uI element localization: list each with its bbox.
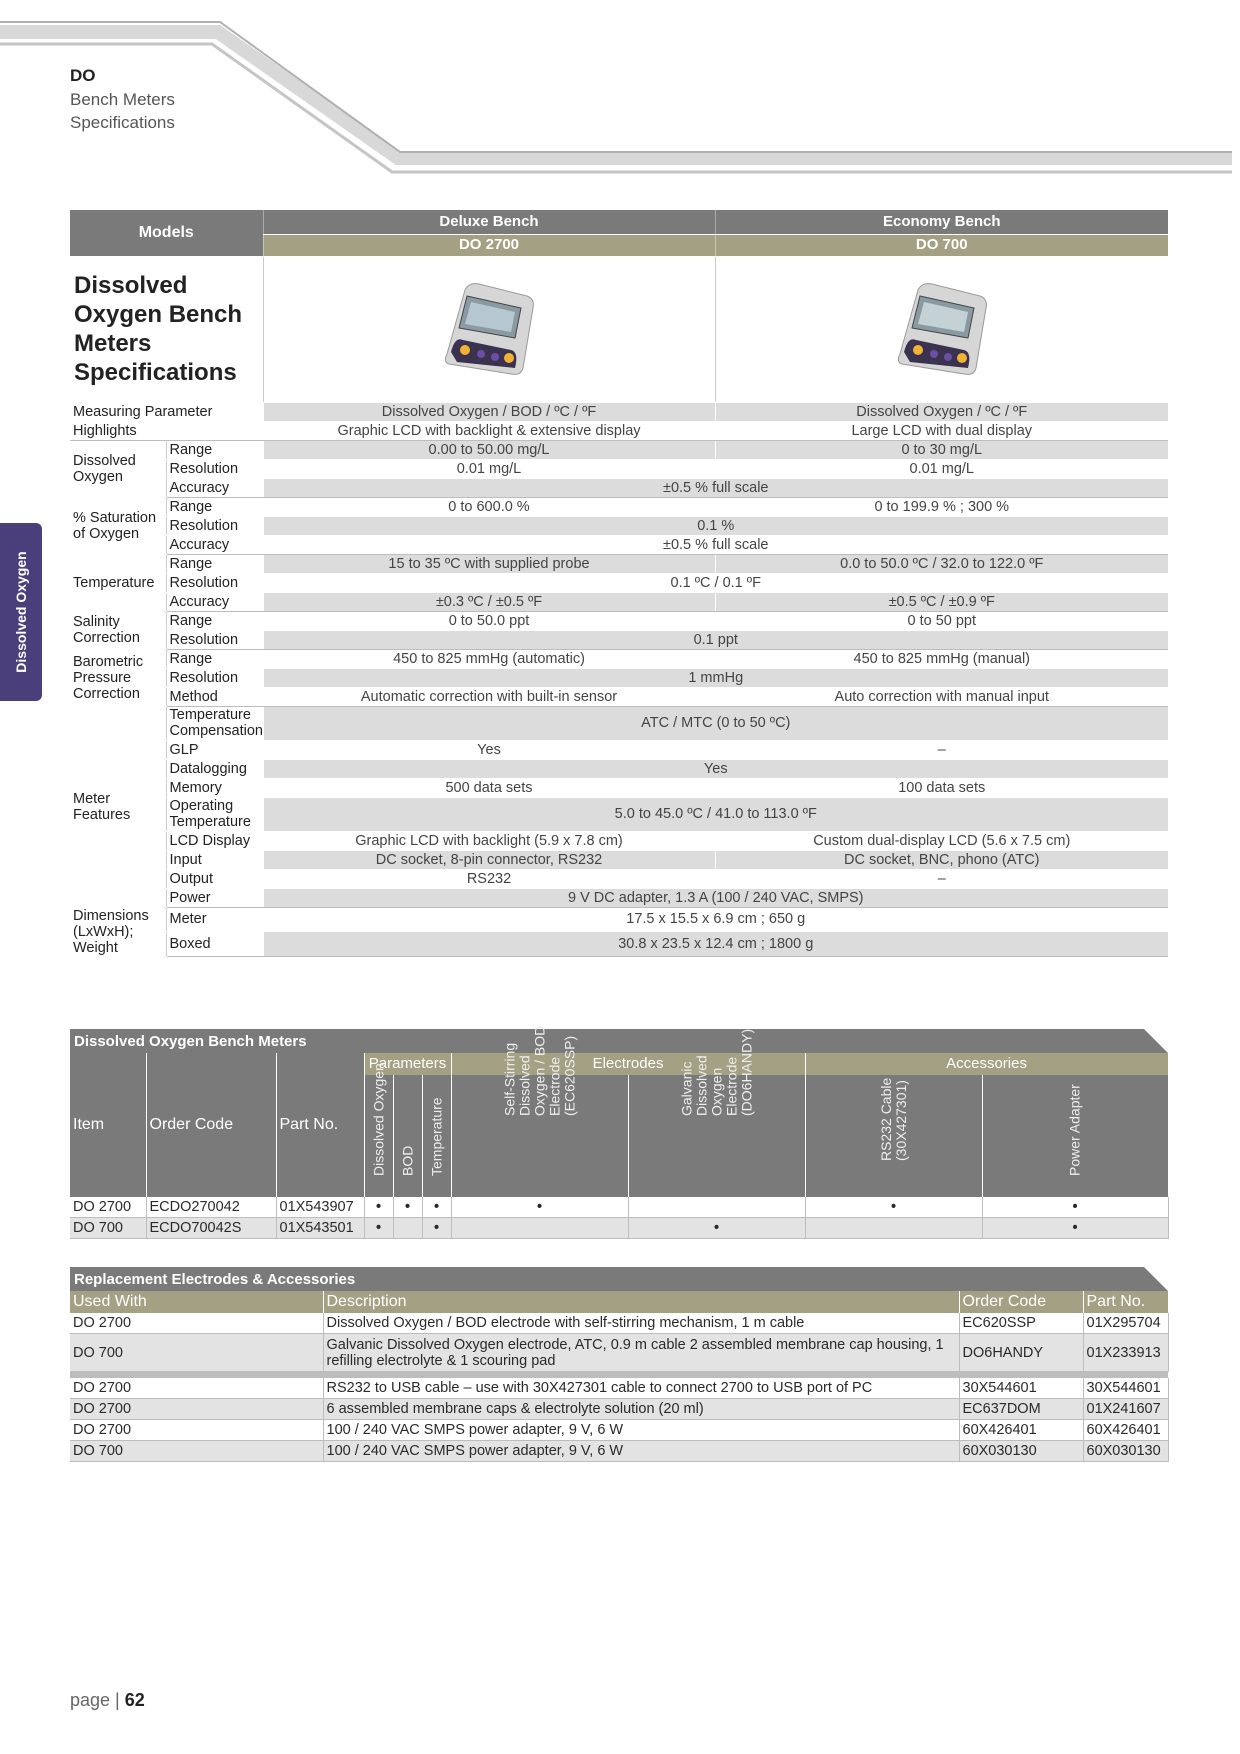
rep-order-code: EC620SSP [959,1313,1083,1334]
spec-value-do700: – [715,740,1168,759]
order-mark [628,1197,805,1218]
spec-title: Dissolved Oxygen Bench Meters Specifications [70,256,263,402]
vheader-bod [393,1075,422,1197]
spec-sub-label: Resolution [166,573,263,592]
spec-value-do2700: 500 data sets [263,778,715,797]
spec-param-label: Measuring Parameter [70,402,263,421]
vheader-temp [422,1075,451,1197]
order-mark [805,1218,982,1239]
spec-sub-label: Datalogging [166,759,263,778]
page-label: page [70,1690,111,1710]
spec-sub-label: Boxed [166,932,263,957]
spec-sub-label: Operating Temperature [166,797,263,831]
rep-row [70,1313,1168,1334]
spec-table [70,210,1168,957]
spec-value-do2700: RS232 [263,869,715,888]
spec-value-do2700: Yes [263,740,715,759]
order-mark: • [364,1218,393,1239]
rep-order-code: DO6HANDY [959,1334,1083,1372]
order-code: ECDO270042 [146,1197,276,1218]
spec-value-do700: – [715,869,1168,888]
spec-value-do700: 0 to 199.9 % ; 300 % [715,497,1168,516]
order-mark: • [982,1197,1168,1218]
vheader-rs232 [805,1075,982,1197]
spec-row [70,554,1168,573]
spec-value-do2700: Graphic LCD with backlight & extensive display [263,421,715,440]
do2700-image [263,256,715,402]
vheader-rs232-label: RS232 Cable (30X427301) [877,1077,909,1161]
col1-type: Deluxe Bench [263,210,715,234]
rep-description: 100 / 240 VAC SMPS power adapter, 9 V, 6 W [323,1420,959,1441]
spec-sub-label: Meter [166,907,263,932]
vheader-do6handy-label: Galvanic Dissolved Oxygen Electrode (DO6HANDY) [678,1028,755,1116]
spec-value-do2700: 0 to 600.0 % [263,497,715,516]
parameters-group: Parameters [364,1053,451,1075]
spec-sub-label: Range [166,611,263,630]
spec-row [70,778,1168,797]
spec-value-do700: Custom dual-display LCD (5.6 x 7.5 cm) [715,831,1168,850]
order-item: DO 700 [70,1218,146,1239]
spec-group-label: Temperature [70,554,166,611]
spec-value-both: 0.1 ºC / 0.1 ºF [263,573,1168,592]
spec-sub-label: Accuracy [166,592,263,611]
spec-sub-label: Resolution [166,459,263,478]
do700-image [715,256,1168,402]
spec-value-do2700: Dissolved Oxygen / BOD / ºC / ºF [263,402,715,421]
rep-order-code: 60X030130 [959,1441,1083,1462]
spec-value-do700: DC socket, BNC, phono (ATC) [715,850,1168,869]
spec-row [70,706,1168,740]
page-footer: page | 62 [70,1690,145,1710]
spec-value-do2700: DC socket, 8-pin connector, RS232 [263,850,715,869]
spec-sub-label: GLP [166,740,263,759]
rep-part-no: 01X295704 [1083,1313,1168,1334]
replacement-title-bar [70,1267,1168,1291]
spec-sub-label: Memory [166,778,263,797]
used-with-header: Used With [70,1291,323,1313]
rep-used-with: DO 700 [70,1441,323,1462]
spec-value-both: 0.1 ppt [263,630,1168,649]
order-mark: • [393,1197,422,1218]
rep-used-with: DO 2700 [70,1378,323,1399]
spec-row [70,592,1168,611]
spec-value-both: 17.5 x 15.5 x 6.9 cm ; 650 g [263,907,1168,932]
spec-row [70,516,1168,535]
order-row [70,1218,1168,1239]
spec-sub-label: Temperature Compensation [166,706,263,740]
spec-sub-label: Range [166,440,263,459]
spec-row [70,630,1168,649]
description-header: Description [323,1291,959,1313]
rep-used-with: DO 2700 [70,1313,323,1334]
rep-used-with: DO 700 [70,1334,323,1372]
col2-type: Economy Bench [715,210,1168,234]
order-mark: • [364,1197,393,1218]
rep-description: 6 assembled membrane caps & electrolyte solution (20 ml) [323,1399,959,1420]
spec-group-label: Meter Features [70,706,166,907]
order-mark: • [628,1218,805,1239]
rep-part-no-header: Part No. [1083,1291,1168,1313]
spec-value-both: 9 V DC adapter, 1.3 A (100 / 240 VAC, SMPS) [263,888,1168,907]
spec-value-both: ±0.5 % full scale [263,478,1168,497]
spec-group-label: % Saturation of Oxygen [70,497,166,554]
spec-value-do700: 0.01 mg/L [715,459,1168,478]
spec-value-do700: 0 to 30 mg/L [715,440,1168,459]
rep-used-with: DO 2700 [70,1399,323,1420]
spec-row [70,440,1168,459]
spec-row [70,573,1168,592]
spec-row [70,459,1168,478]
spec-value-both: 5.0 to 45.0 ºC / 41.0 to 113.0 ºF [263,797,1168,831]
spec-row [70,402,1168,421]
spec-value-do700: 0 to 50 ppt [715,611,1168,630]
spec-group-label: Salinity Correction [70,611,166,649]
part-no-header: Part No. [276,1053,364,1197]
order-item: DO 2700 [70,1197,146,1218]
rep-order-code-header: Order Code [959,1291,1083,1313]
vheader-power-label: Power Adapter [1066,1084,1083,1176]
order-mark: • [422,1197,451,1218]
spec-sub-label: LCD Display [166,831,263,850]
spec-row [70,797,1168,831]
spec-value-do2700: 0 to 50.0 ppt [263,611,715,630]
spec-sub-label: Accuracy [166,478,263,497]
spec-value-do2700: 450 to 825 mmHg (automatic) [263,649,715,668]
order-part-no: 01X543501 [276,1218,364,1239]
header-line2: Specifications [70,113,175,132]
spec-value-both: 0.1 % [263,516,1168,535]
spec-value-do2700: 0.01 mg/L [263,459,715,478]
spec-group-label: Dimensions (LxWxH); Weight [70,907,166,956]
spec-row [70,535,1168,554]
rep-row [70,1378,1168,1399]
spec-value-do2700: Graphic LCD with backlight (5.9 x 7.8 cm) [263,831,715,850]
meter-image-do700 [882,272,1002,382]
spec-row [70,850,1168,869]
spec-value-do700: ±0.5 ºC / ±0.9 ºF [715,592,1168,611]
header-line1: Bench Meters [70,90,175,109]
spec-value-do700: 450 to 825 mmHg (manual) [715,649,1168,668]
order-title: Dissolved Oxygen Bench Meters [74,1033,307,1050]
spec-row [70,478,1168,497]
spec-row [70,907,1168,932]
side-tab-label: Dissolved Oxygen [13,551,29,673]
order-title-bar [70,1029,1168,1053]
spec-sub-label: Resolution [166,516,263,535]
spec-sub-label: Range [166,554,263,573]
vheader-temp-label: Temperature [428,1097,444,1176]
spec-row [70,932,1168,957]
item-header: Item [70,1053,146,1197]
rep-description: Dissolved Oxygen / BOD electrode with self-stirring mechanism, 1 m cable [323,1313,959,1334]
spec-group-label: Barometric Pressure Correction [70,649,166,706]
spec-row [70,759,1168,778]
meter-image-do2700 [429,272,549,382]
spec-value-both: 1 mmHg [263,668,1168,687]
spec-value-both: ±0.5 % full scale [263,535,1168,554]
spec-value-do700: 0.0 to 50.0 ºC / 32.0 to 122.0 ºF [715,554,1168,573]
spec-value-both: 30.8 x 23.5 x 12.4 cm ; 1800 g [263,932,1168,957]
rep-row [70,1420,1168,1441]
spec-sub-label: Power [166,888,263,907]
spec-sub-label: Input [166,850,263,869]
spec-value-do700: Large LCD with dual display [715,421,1168,440]
spec-row [70,831,1168,850]
rep-description: RS232 to USB cable – use with 30X427301 cable to connect 2700 to USB port of PC [323,1378,959,1399]
order-mark: • [422,1218,451,1239]
spec-value-both: ATC / MTC (0 to 50 ºC) [263,706,1168,740]
vheader-bod-label: BOD [399,1145,415,1176]
rep-order-code: 30X544601 [959,1378,1083,1399]
spec-value-do700: Auto correction with manual input [715,687,1168,706]
vheader-power [982,1075,1168,1197]
spec-row [70,497,1168,516]
rep-row [70,1441,1168,1462]
spec-sub-label: Range [166,649,263,668]
side-tab[interactable] [0,523,42,701]
rep-part-no: 01X233913 [1083,1334,1168,1372]
models-header: Models [70,210,263,256]
rep-row [70,1334,1168,1372]
page-number: 62 [124,1690,145,1710]
rep-part-no: 01X241607 [1083,1399,1168,1420]
spec-sub-label: Resolution [166,668,263,687]
spec-row [70,687,1168,706]
electrodes-group: Electrodes [451,1053,805,1075]
spec-value-do2700: Automatic correction with built-in sensor [263,687,715,706]
rep-order-code: 60X426401 [959,1420,1083,1441]
rep-description: 100 / 240 VAC SMPS power adapter, 9 V, 6 W [323,1441,959,1462]
rep-description: Galvanic Dissolved Oxygen electrode, ATC, 0.9 m cable 2 assembled membrane cap housing, 1 refilling electrolyte & 1 scouring pad [323,1334,959,1372]
order-mark [451,1218,628,1239]
spec-param-label: Highlights [70,421,263,440]
spec-row [70,668,1168,687]
spec-row [70,649,1168,668]
spec-row [70,740,1168,759]
spec-value-do2700: ±0.3 ºC / ±0.5 ºF [263,592,715,611]
rep-part-no: 60X030130 [1083,1441,1168,1462]
order-row [70,1197,1168,1218]
vheader-do [364,1063,393,1197]
rep-row [70,1399,1168,1420]
spec-value-do2700: 15 to 35 ºC with supplied probe [263,554,715,573]
spec-sub-label: Resolution [166,630,263,649]
col2-model: DO 700 [715,234,1168,256]
order-mark [393,1218,422,1239]
order-code: ECDO70042S [146,1218,276,1239]
rep-part-no: 60X426401 [1083,1420,1168,1441]
spec-row [70,888,1168,907]
spec-row [70,869,1168,888]
header-decoration [0,0,1240,200]
spec-value-do2700: 0.00 to 50.00 mg/L [263,440,715,459]
spec-sub-label: Range [166,497,263,516]
spec-value-do700: 100 data sets [715,778,1168,797]
col1-model: DO 2700 [263,234,715,256]
spec-sub-label: Accuracy [166,535,263,554]
order-part-no: 01X543907 [276,1197,364,1218]
header-category: DO [70,66,96,85]
order-mark: • [805,1197,982,1218]
spec-sub-label: Method [166,687,263,706]
order-mark: • [982,1218,1168,1239]
vheader-ec620ssp-label: Self-Stirring Dissolved Oxygen / BOD Electrode (EC620SSP) [501,1025,578,1116]
replacement-table [70,1291,1169,1462]
vheader-do-label: Dissolved Oxygen [370,1063,386,1176]
order-mark: • [451,1197,628,1218]
order-code-header: Order Code [146,1053,276,1197]
spec-sub-label: Output [166,869,263,888]
rep-used-with: DO 2700 [70,1420,323,1441]
replacement-title: Replacement Electrodes & Accessories [74,1271,356,1288]
rep-part-no: 30X544601 [1083,1378,1168,1399]
rep-order-code: EC637DOM [959,1399,1083,1420]
spec-value-do700: Dissolved Oxygen / ºC / ºF [715,402,1168,421]
spec-group-label: Dissolved Oxygen [70,440,166,497]
spec-value-both: Yes [263,759,1168,778]
spec-row [70,421,1168,440]
accessories-group: Accessories [805,1053,1168,1075]
spec-row [70,611,1168,630]
